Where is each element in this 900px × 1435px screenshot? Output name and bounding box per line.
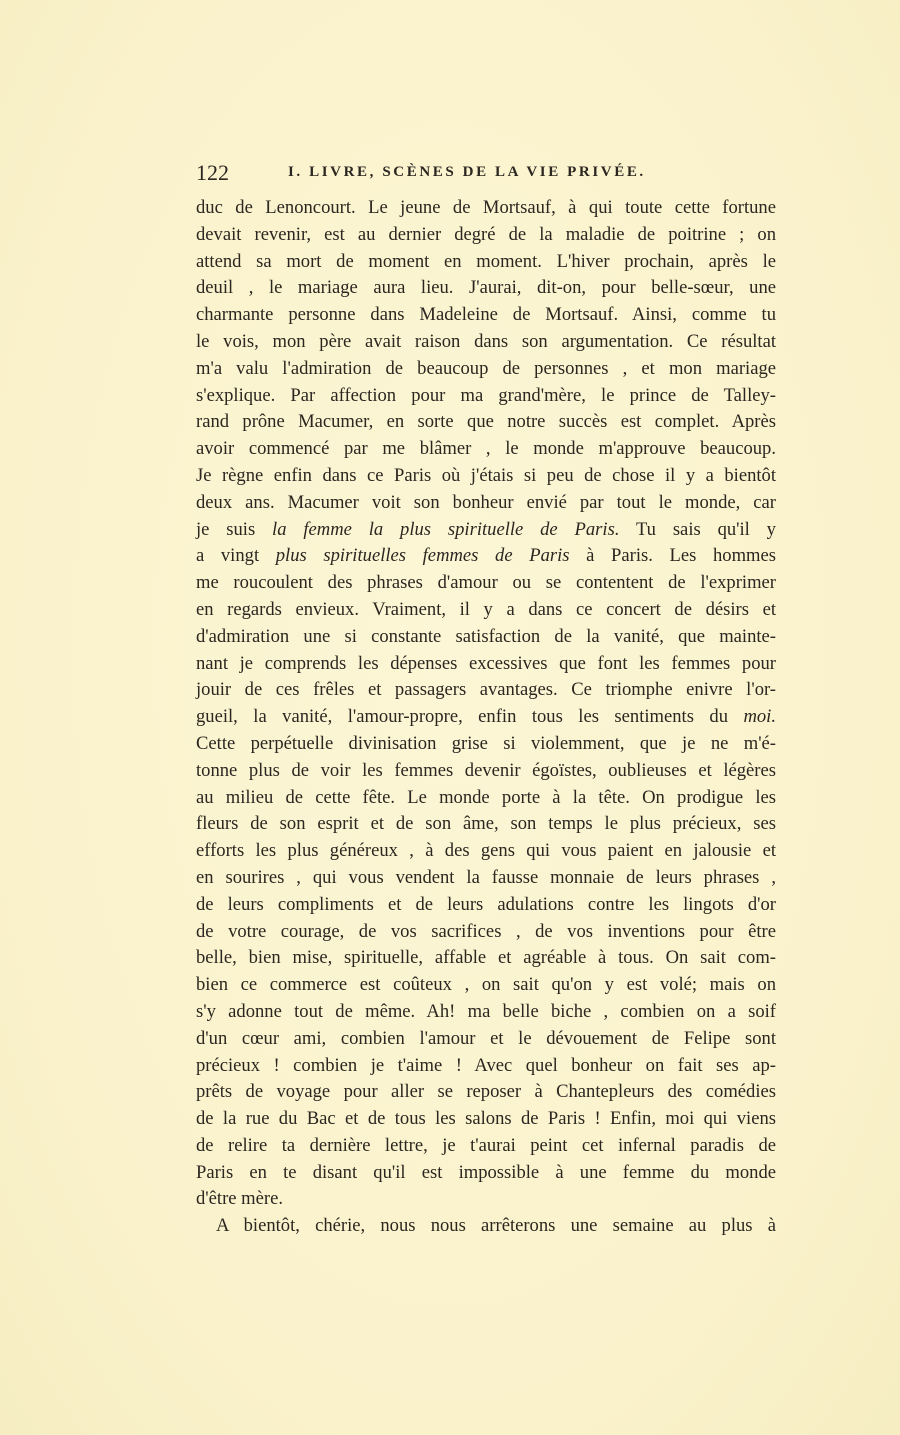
text-segment: deux ans. Macumer voit son bonheur envié par tout le monde, car	[196, 491, 776, 513]
text-line	[196, 945, 776, 972]
text-segment: à Paris. Les hommes	[569, 545, 776, 567]
text-segment: de la rue du Bac et de tous les salons de Paris ! Enfin, moi qui viens	[196, 1108, 776, 1130]
text-line	[196, 972, 776, 999]
text-segment: tonne plus de voir les femmes devenir égoïstes, oublieuses et légères	[196, 759, 776, 781]
text-line	[196, 731, 776, 758]
text-line	[196, 651, 776, 678]
text-segment: prêts de voyage pour aller se reposer à Chantepleurs des comédies	[196, 1081, 776, 1103]
text-line	[196, 1106, 776, 1133]
text-line	[196, 1160, 776, 1187]
page-header	[196, 160, 776, 186]
text-segment: me roucoulent des phrases d'amour ou se contentent de l'exprimer	[196, 572, 776, 594]
text-segment: fleurs de son esprit et de son âme, son temps le plus précieux, ses	[196, 813, 776, 835]
text-segment: je suis	[196, 518, 273, 540]
text-segment: d'admiration une si constante satisfaction de la vanité, que mainte-	[196, 625, 776, 647]
text-segment: efforts les plus généreux , à des gens qui vous paient en jalousie et	[196, 840, 776, 862]
text-line	[196, 409, 776, 436]
text-line	[196, 275, 776, 302]
text-line	[196, 517, 776, 544]
italic-text: moi.	[743, 706, 776, 728]
page-number: 122	[196, 160, 229, 185]
text-line	[196, 811, 776, 838]
text-segment: le vois, mon père avait raison dans son argumentation. Ce résultat	[196, 330, 776, 352]
text-line	[196, 597, 776, 624]
text-segment: d'un cœur ami, combien l'amour et le dévouement de Felipe sont	[196, 1027, 776, 1049]
text-line	[196, 865, 776, 892]
text-segment: charmante personne dans Madeleine de Mortsauf. Ainsi, comme tu	[196, 304, 776, 326]
text-segment: A bientôt, chérie, nous nous arrêterons une semaine au plus à	[216, 1215, 776, 1237]
text-segment: devait revenir, est au dernier degré de la maladie de poitrine ; on	[196, 223, 776, 245]
text-segment: Cette perpétuelle divinisation grise si violemment, que je ne m'é-	[196, 732, 776, 754]
text-line	[196, 329, 776, 356]
text-segment: s'y adonne tout de même. Ah! ma belle biche , combien on a soif	[196, 1000, 776, 1022]
text-segment: précieux ! combien je t'aime ! Avec quel bonheur on fait ses ap-	[196, 1054, 776, 1076]
text-line	[196, 490, 776, 517]
text-segment: rand prône Macumer, en sorte que notre succès est complet. Après	[196, 411, 776, 433]
text-line	[196, 785, 776, 812]
text-line	[196, 1079, 776, 1106]
text-segment: attend sa mort de moment en moment. L'hiver prochain, après le	[196, 250, 776, 272]
text-segment: a vingt	[196, 545, 276, 567]
text-segment: jouir de ces frêles et passagers avantages. Ce triomphe enivre l'or-	[196, 679, 776, 701]
text-segment: en sourires , qui vous vendent la fausse monnaie de leurs phrases ,	[196, 866, 776, 888]
text-segment: m'a valu l'admiration de beaucoup de personnes , et mon mariage	[196, 357, 776, 379]
text-segment: au milieu de cette fête. Le monde porte à la tête. On prodigue les	[196, 786, 776, 808]
text-segment: belle, bien mise, spirituelle, affable et agréable à tous. On sait com-	[196, 947, 776, 969]
text-segment: avoir commencé par me blâmer , le monde m'approuve beaucoup.	[196, 438, 776, 460]
text-segment: en regards envieux. Vraiment, il y a dans ce concert de désirs et	[196, 598, 776, 620]
text-line	[196, 195, 776, 222]
text-segment: de votre courage, de vos sacrifices , de vos inventions pour être	[196, 920, 776, 942]
text-line	[196, 1186, 776, 1213]
text-line	[196, 919, 776, 946]
body-text	[196, 195, 776, 1240]
text-line	[196, 1053, 776, 1080]
text-segment: s'explique. Par affection pour ma grand'mère, le prince de Talley-	[196, 384, 776, 406]
italic-text: plus spirituelles femmes de Paris	[275, 545, 570, 567]
text-line	[196, 624, 776, 651]
text-segment: Paris en te disant qu'il est impossible à une femme du monde	[196, 1161, 776, 1183]
text-line	[196, 1026, 776, 1053]
text-line	[196, 1133, 776, 1160]
text-line	[196, 463, 776, 490]
text-line	[196, 677, 776, 704]
text-segment: d'être mère.	[196, 1188, 283, 1210]
text-line	[196, 222, 776, 249]
text-segment: de relire ta dernière lettre, je t'aurai peint cet infernal paradis de	[196, 1134, 776, 1156]
text-line	[196, 838, 776, 865]
text-line	[196, 356, 776, 383]
text-line	[196, 1213, 776, 1240]
text-line	[196, 302, 776, 329]
running-head: I. LIVRE, SCÈNES DE LA VIE PRIVÉE.	[288, 164, 646, 180]
text-line	[196, 758, 776, 785]
text-line	[196, 543, 776, 570]
text-segment: Tu sais qu'il y	[619, 518, 776, 540]
text-line	[196, 436, 776, 463]
text-segment: Je règne enfin dans ce Paris où j'étais si peu de chose il y a bientôt	[196, 464, 776, 486]
italic-text: la femme la plus spirituelle de Paris.	[272, 518, 620, 540]
text-segment: duc de Lenoncourt. Le jeune de Mortsauf, à qui toute cette fortune	[196, 197, 776, 218]
text-line	[196, 249, 776, 276]
text-segment: nant je comprends les dépenses excessives que font les femmes pour	[196, 652, 776, 674]
text-segment: deuil , le mariage aura lieu. J'aurai, dit-on, pour belle-sœur, une	[196, 277, 776, 299]
text-line	[196, 383, 776, 410]
text-line	[196, 704, 776, 731]
text-line	[196, 892, 776, 919]
text-line	[196, 570, 776, 597]
text-segment: bien ce commerce est coûteux , on sait qu'on y est volé; mais on	[196, 974, 776, 996]
text-segment: de leurs compliments et de leurs adulations contre les lingots d'or	[196, 893, 776, 915]
text-segment: gueil, la vanité, l'amour-propre, enfin tous les sentiments du	[196, 706, 744, 728]
text-line	[196, 999, 776, 1026]
